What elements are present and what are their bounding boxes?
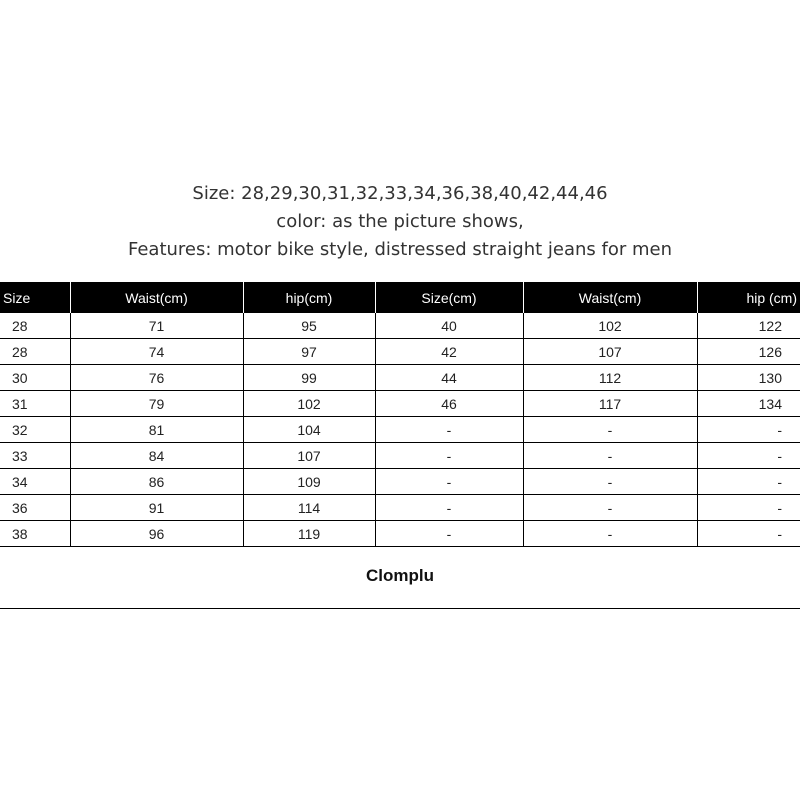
table-cell: -	[523, 469, 697, 495]
table-cell: 95	[243, 313, 375, 339]
table-row	[0, 443, 800, 469]
table-cell: 38	[0, 521, 70, 547]
product-description	[0, 180, 800, 264]
header-waist: Waist(cm)	[70, 282, 243, 313]
table-cell: -	[697, 417, 800, 443]
header-waist-cm: Waist(cm)	[523, 282, 697, 313]
table-cell: 74	[70, 339, 243, 365]
table-cell: 44	[375, 365, 523, 391]
table-cell: -	[375, 469, 523, 495]
brand-name: Clomplu	[366, 566, 434, 585]
table-cell: 107	[523, 339, 697, 365]
table-cell: 33	[0, 443, 70, 469]
header-size-cm: Size(cm)	[375, 282, 523, 313]
table-header-row	[0, 282, 800, 313]
table-cell: 134	[697, 391, 800, 417]
table-cell: 30	[0, 365, 70, 391]
table-cell: 109	[243, 469, 375, 495]
table-cell: 107	[243, 443, 375, 469]
table-cell: 81	[70, 417, 243, 443]
table-cell: 40	[375, 313, 523, 339]
table-row	[0, 365, 800, 391]
table-cell: -	[697, 521, 800, 547]
table-cell: -	[523, 443, 697, 469]
table-cell: 76	[70, 365, 243, 391]
header-hip-cm: hip (cm)	[697, 282, 800, 313]
header-hip: hip(cm)	[243, 282, 375, 313]
table-cell: 126	[697, 339, 800, 365]
features-line: Features: motor bike style, distressed straight jeans for men	[127, 239, 673, 260]
table-cell: -	[697, 443, 800, 469]
size-line: Size: 28,29,30,31,32,33,34,36,38,40,42,44,46	[192, 183, 608, 204]
table-row	[0, 495, 800, 521]
table-cell: -	[523, 495, 697, 521]
table-cell: 28	[0, 339, 70, 365]
table-cell: -	[375, 495, 523, 521]
table-cell: 122	[697, 313, 800, 339]
table-cell: 79	[70, 391, 243, 417]
table-cell: 102	[243, 391, 375, 417]
table-cell: 96	[70, 521, 243, 547]
table-cell: -	[523, 521, 697, 547]
table-cell: 117	[523, 391, 697, 417]
table-cell: -	[375, 521, 523, 547]
table-cell: 34	[0, 469, 70, 495]
table-cell: 130	[697, 365, 800, 391]
table-row	[0, 417, 800, 443]
table-cell: 36	[0, 495, 70, 521]
table-cell: 102	[523, 313, 697, 339]
table-row	[0, 313, 800, 339]
table-cell: 99	[243, 365, 375, 391]
header-size: Size	[0, 282, 70, 313]
table-cell: -	[697, 495, 800, 521]
table-cell: 97	[243, 339, 375, 365]
table-cell: -	[697, 469, 800, 495]
table-row	[0, 391, 800, 417]
table-cell: 28	[0, 313, 70, 339]
table-cell: 71	[70, 313, 243, 339]
table-cell: -	[523, 417, 697, 443]
color-line: color: as the picture shows,	[276, 211, 524, 232]
table-cell: 104	[243, 417, 375, 443]
table-cell: 31	[0, 391, 70, 417]
table-row	[0, 339, 800, 365]
divider	[0, 608, 800, 609]
table-cell: -	[375, 417, 523, 443]
table-cell: 32	[0, 417, 70, 443]
table-cell: 84	[70, 443, 243, 469]
table-cell: 42	[375, 339, 523, 365]
table-cell: 112	[523, 365, 697, 391]
table-cell: 91	[70, 495, 243, 521]
table-cell: 114	[243, 495, 375, 521]
size-chart-table	[0, 282, 800, 547]
table-row	[0, 521, 800, 547]
table-cell: 119	[243, 521, 375, 547]
table-cell: -	[375, 443, 523, 469]
table-cell: 46	[375, 391, 523, 417]
table-row	[0, 469, 800, 495]
table-cell: 86	[70, 469, 243, 495]
